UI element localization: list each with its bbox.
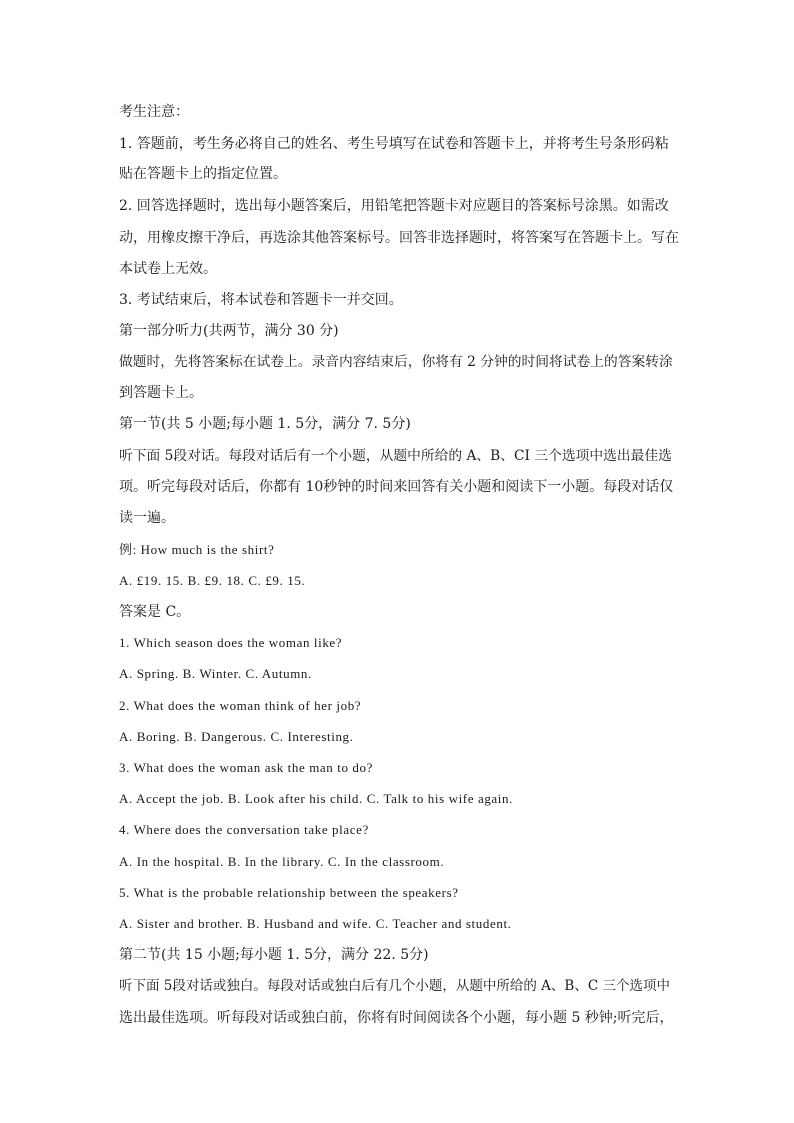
section-one-heading: 第一节(共 5 小题;每小题 1. 5分，满分 7. 5分) [119, 416, 411, 432]
notice-item-3: 3. 考试结束后，将本试卷和答题卡一并交回。 [119, 292, 403, 308]
question-2: 2. What does the woman think of her job? [119, 698, 362, 713]
section-two-heading: 第二节(共 15 小题;每小题 1. 5分，满分 22. 5分) [119, 947, 429, 963]
notice-item-1: 1. 答题前，考生务必将自己的姓名、考生号填写在试卷和答题卡上，并将考生号条形码粘 [119, 136, 669, 152]
section-one-instructions: 听下面 5段对话。每段对话后有一个小题，从题中所给的 A、B、CI 三个选项中选出最佳选 [119, 448, 672, 464]
question-1-options: A. Spring. B. Winter. C. Autumn. [119, 666, 312, 681]
notice-item-2-cont2: 本试卷上无效。 [119, 261, 217, 277]
notice-item-2: 2. 回答选择题时，选出每小题答案后，用铅笔把答题卡对应题目的答案标号涂黑。如需改 [119, 198, 669, 214]
section-two-instructions: 听下面 5段对话或独白。每段对话或独白后有几个小题，从题中所给的 A、B、C 三个选项中 [119, 978, 670, 994]
notice-item-1-cont: 贴在答题卡上的指定位置。 [119, 166, 287, 182]
question-3-options: A. Accept the job. B. Look after his child. C. Talk to his wife again. [119, 791, 513, 806]
example-options: A. £19. 15. B. £9. 18. C. £9. 15. [119, 573, 306, 588]
notice-item-2-cont: 动，用橡皮擦干净后，再选涂其他答案标号。回答非选择题时，将答案写在答题卡上。写在 [119, 230, 679, 246]
question-5-options: A. Sister and brother. B. Husband and wife. C. Teacher and student. [119, 916, 512, 931]
notice-heading: 考生注意： [119, 104, 189, 120]
part-one-heading: 第一部分听力(共两节，满分 30 分) [119, 323, 339, 339]
example-answer: 答案是 C。 [119, 604, 191, 620]
section-two-instructions-cont: 选出最佳选项。听每段对话或独白前，你将有时间阅读各个小题，每小题 5 秒钟;听完后， [119, 1010, 674, 1026]
section-one-instructions-cont2: 读一遍。 [119, 510, 175, 526]
question-4: 4. Where does the conversation take place? [119, 822, 369, 837]
question-1: 1. Which season does the woman like? [119, 635, 343, 650]
question-4-options: A. In the hospital. B. In the library. C. In the classroom. [119, 854, 445, 869]
section-one-instructions-cont: 项。听完每段对话后，你都有 10秒钟的时间来回答有关小题和阅读下一小题。每段对话仅 [119, 479, 674, 495]
question-5: 5. What is the probable relationship between the speakers? [119, 885, 459, 900]
example-question: 例: How much is the shirt? [119, 542, 275, 557]
question-2-options: A. Boring. B. Dangerous. C. Interesting. [119, 729, 354, 744]
question-3: 3. What does the woman ask the man to do? [119, 760, 373, 775]
part-one-instructions: 做题时，先将答案标在试卷上。录音内容结束后，你将有 2 分钟的时间将试卷上的答案转涂 [119, 354, 673, 370]
part-one-instructions-cont: 到答题卡上。 [119, 385, 203, 401]
